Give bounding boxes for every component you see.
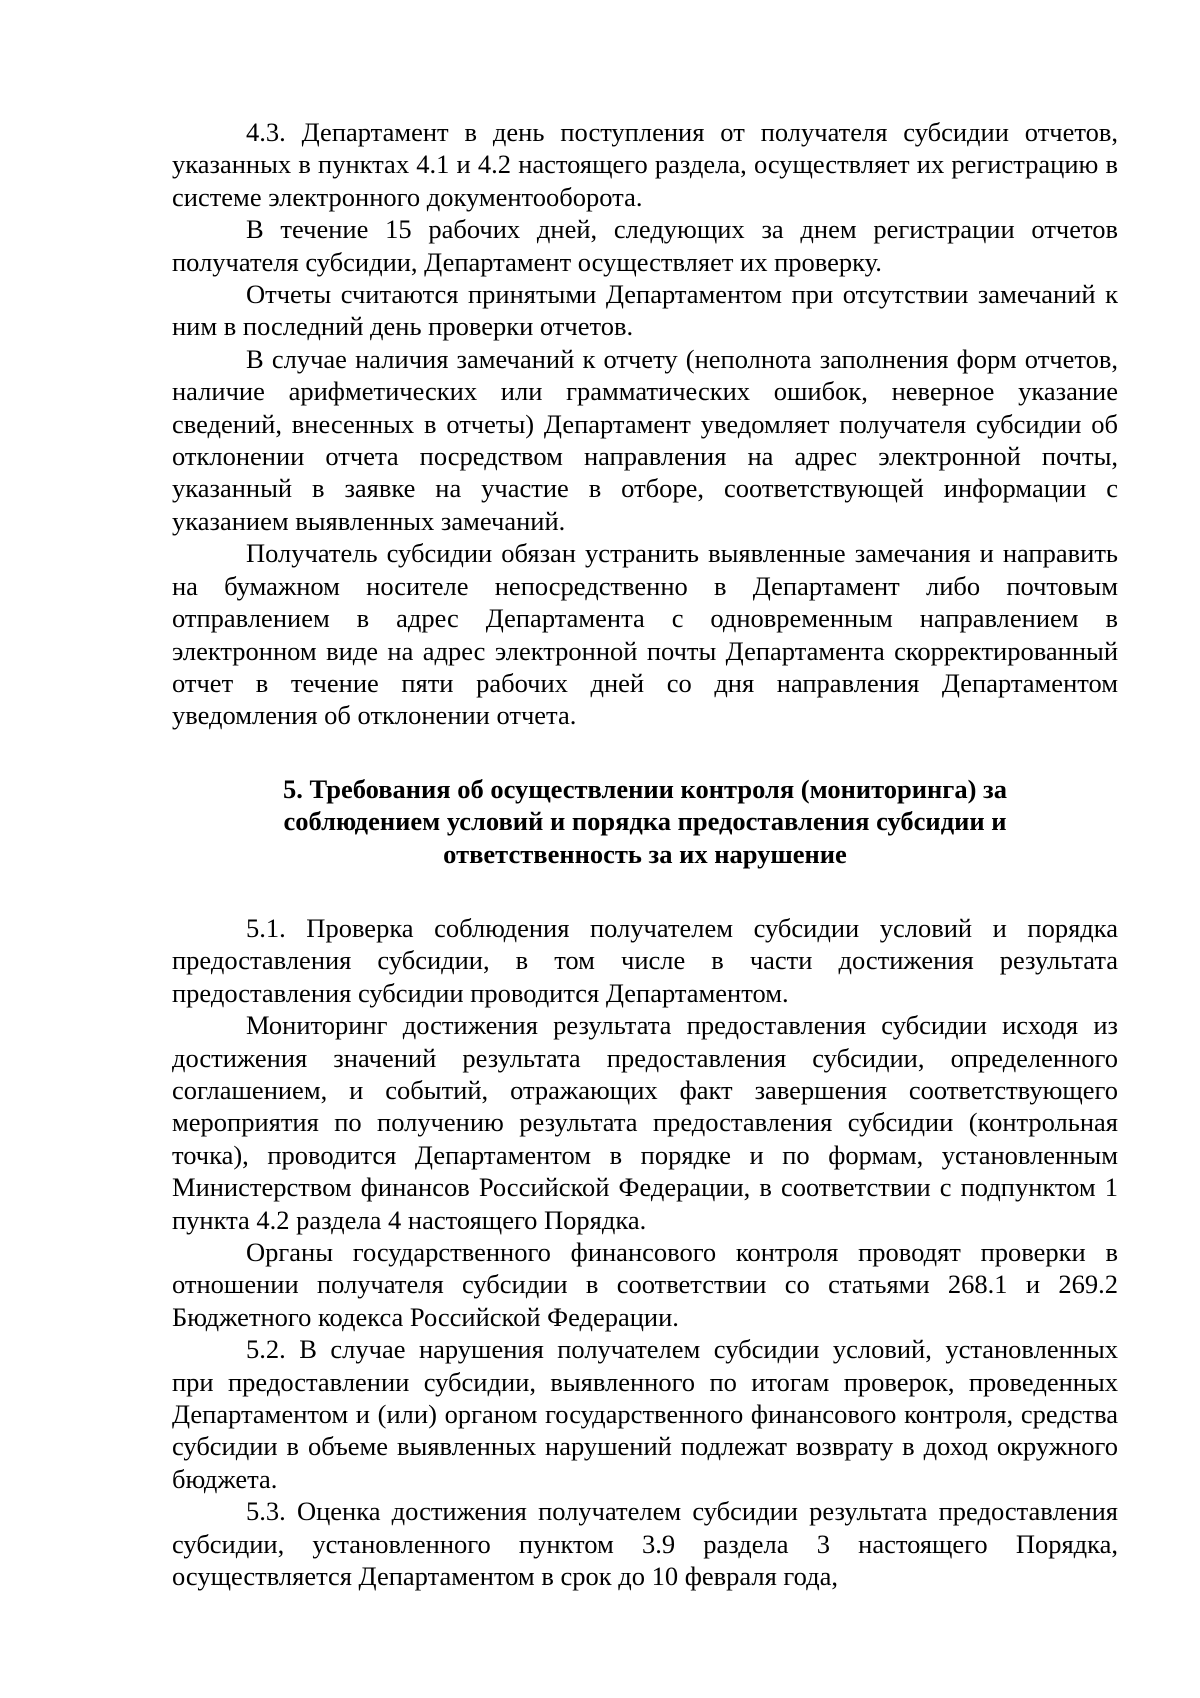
paragraph-recipient-obligation: Получатель субсидии обязан устранить выявленные замечания и направить на бумажном носителе непосредственно в Департамент либо почтовым отправлением в адрес Департамента с одновременным направлением в электронном виде на адрес электронной почты Департамента скорректированный отчет в течение пяти рабочих дней со дня направления Департаментом уведомления об отклонении отчета. [172,538,1118,731]
document-body [172,116,1118,1592]
section-heading-line-1: 5. Требования об осуществлении контроля (мониторинга) за [283,773,1007,804]
paragraph-5-1: 5.1. Проверка соблюдения получателем субсидии условий и порядка предоставления субсидии, в том числе в части достижения результата предоставления субсидии проводится Департаментом. [172,912,1118,1008]
paragraph-monitoring: Мониторинг достижения результата предоставления субсидии исходя из достижения значений результата предоставления субсидии, определенного соглашением, и событий, отражающих факт завершения соответствующего мероприятия по получению результата предоставления субсидии (контрольная точка), проводится Департаментом в порядке и по формам, установленным Министерством финансов Российской Федерации, в соответствии с подпунктом 1 пункта 4.2 раздела 4 настоящего Порядка. [172,1010,1118,1235]
paragraph-financial-control: Органы государственного финансового контроля проводят проверки в отношении получателя субсидии в соответствии со статьями 268.1 и 269.2 Бюджетного кодекса Российской Федерации. [172,1237,1118,1332]
paragraph-review-period: В течение 15 рабочих дней, следующих за днем регистрации отчетов получателя субсидии, Департамент осуществляет их проверку. [172,214,1118,277]
section-heading-line-3: ответственность за их нарушение [443,838,847,869]
paragraph-4-3: 4.3. Департамент в день поступления от получателя субсидии отчетов, указанных в пунктах 4.1 и 4.2 настоящего раздела, осуществляет их регистрацию в системе электронного документооборота. [172,117,1118,212]
paragraph-remarks: В случае наличия замечаний к отчету (неполнота заполнения форм отчетов, наличие арифметических или грамматических ошибок, неверное указание сведений, внесенных в отчеты) Департамент уведомляет получателя субсидии об отклонении отчета посредством направления на адрес электронной почты, указанный в заявке на участие в отборе, соответствующей информации с указанием выявленных замечаний. [172,343,1118,536]
paragraph-reports-accepted: Отчеты считаются принятыми Департаментом при отсутствии замечаний к ним в последний день проверки отчетов. [172,279,1118,342]
section-heading-line-2: соблюдением условий и порядка предоставления субсидии и [283,806,1007,837]
paragraph-5-3: 5.3. Оценка достижения получателем субсидии результата предоставления субсидии, установленного пунктом 3.9 раздела 3 настоящего Порядка, осуществляется Департаментом в срок до 10 февраля года, [172,1496,1118,1592]
paragraph-5-2: 5.2. В случае нарушения получателем субсидии условий, установленных при предоставлении субсидии, выявленного по итогам проверок, проведенных Департаментом и (или) органом государственного финансового контроля, средства субсидии в объеме выявленных нарушений подлежат возврату в доход окружного бюджета. [172,1334,1118,1494]
section-5-heading [172,773,1118,870]
